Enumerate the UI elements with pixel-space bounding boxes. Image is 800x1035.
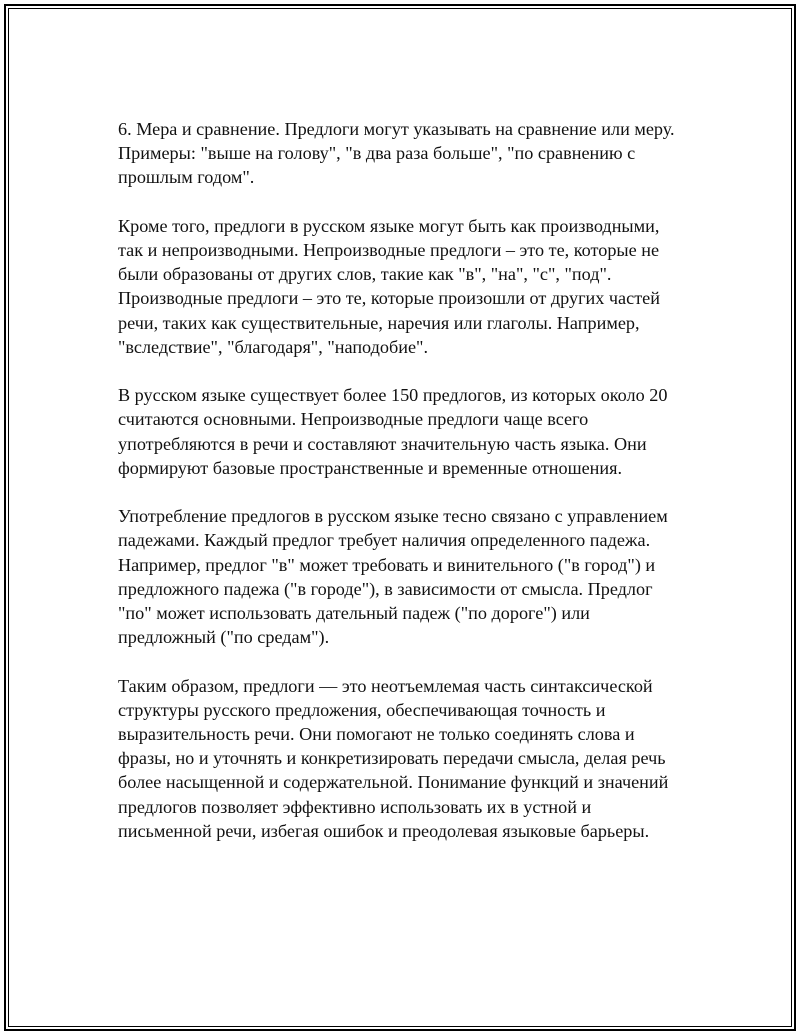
text-line: "по" может использовать дательный падеж ("по дороге") или [118,603,590,624]
document-body [118,117,698,867]
text-line: выразительность речи. Они помогают не только соединять слова и [118,724,635,745]
text-line: прошлым годом". [118,167,255,188]
text-line: Например, предлог "в" может требовать и винительного ("в город") и [118,554,656,575]
text-line: более насыщенной и содержательной. Понимание функций и значений [118,772,669,793]
text-line: фразы, но и уточнять и конкретизировать передачи смысла, делая речь [118,748,666,769]
text-line: были образованы от других слов, такие как "в", "на", "с", "под". [118,264,612,285]
text-line: считаются основными. Непроизводные предлоги чаще всего [118,409,589,430]
paragraph-case-government [118,504,698,649]
text-line: структуры русского предложения, обеспечивающая точность и [118,699,606,720]
paragraph-measure-comparison [118,117,698,190]
text-line: Таким образом, предлоги — это неотъемлемая часть синтаксической [118,675,653,696]
text-line: "вследствие", "благодаря", "наподобие". [118,336,428,357]
text-line: Употребление предлогов в русском языке тесно связано с управлением [118,506,668,527]
text-line: предложного падежа ("в городе"), в зависимости от смысла. Предлог [118,578,653,599]
text-line: Кроме того, предлоги в русском языке могут быть как производными, [118,215,660,236]
text-line: Примеры: "выше на голову", "в два раза больше", "по сравнению с [118,143,636,164]
text-line: речи, таких как существительные, наречия или глаголы. Например, [118,312,640,333]
text-line: предложный ("по средам"). [118,627,330,648]
text-line: письменной речи, избегая ошибок и преодолевая языковые барьеры. [118,820,650,841]
paragraph-derived-prepositions [118,214,698,359]
text-line: употребляются в речи и составляют значительную часть языка. Они [118,433,647,454]
paragraph-count-prepositions [118,383,698,480]
text-line: так и непроизводными. Непроизводные предлоги – это те, которые не [118,240,660,260]
paragraph-conclusion [118,674,698,843]
text-line: В русском языке существует более 150 предлогов, из которых около 20 [118,385,668,406]
text-line: 6. Мера и сравнение. Предлоги могут указывать на сравнение или меру. [118,119,675,139]
text-line: формируют базовые пространственные и временные отношения. [118,457,623,478]
text-line: предлогов позволяет эффективно использовать их в устной и [118,796,592,817]
text-line: падежами. Каждый предлог требует наличия определенного падежа. [118,530,651,551]
text-line: Производные предлоги – это те, которые произошли от других частей [118,288,660,309]
